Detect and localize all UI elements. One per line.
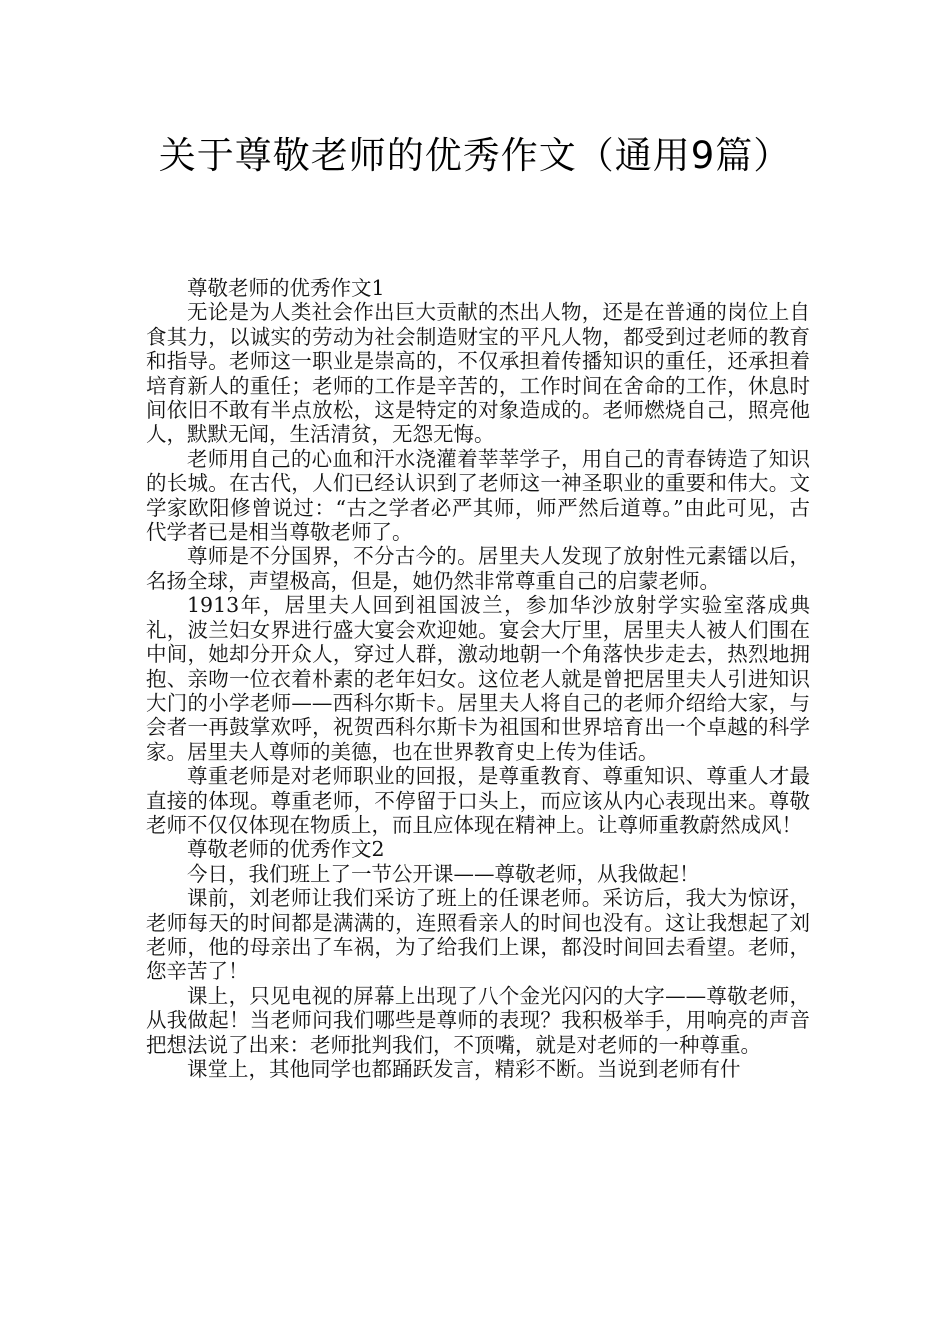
document-title: 关于尊敬老师的优秀作文（通用9篇） xyxy=(158,134,792,177)
paragraph: 课上，只见电视的屏幕上出现了八个金光闪闪的大字——尊敬老师，从我做起！当老师问我们哪些是尊师的表现？我积极举手，用响亮的声音把想法说了出来：老师批判我们，不顶嘴，就是对老师的一种尊重。 xyxy=(146,983,810,1057)
paragraph: 尊师是不分国界，不分古今的。居里夫人发现了放射性元素镭以后，名扬全球，声望极高，但是，她仍然非常尊重自己的启蒙老师。 xyxy=(146,544,810,593)
paragraph: 课前，刘老师让我们采访了班上的任课老师。采访后，我大为惊讶，老师每天的时间都是满满的，连照看亲人的时间也没有。这让我想起了刘老师，他的母亲出了车祸，为了给我们上课，都没时间回去看望。老师，您辛苦了！ xyxy=(146,886,810,984)
section-heading: 尊敬老师的优秀作文2 xyxy=(187,837,385,862)
paragraph: 无论是为人类社会作出巨大贡献的杰出人物，还是在普通的岗位上自食其力，以诚实的劳动为社会制造财宝的平凡人物，都受到过老师的教育和指导。老师这一职业是崇高的，不仅承担着传播知识的重任，还承担着培育新人的重任；老师的工作是辛苦的，工作时间在舍命的工作，休息时间依旧不敢有半点放松，这是特定的对象造成的。老师燃烧自己，照亮他人，默默无闻，生活清贫，无怨无悔。 xyxy=(146,300,810,447)
paragraph: 课堂上，其他同学也都踊跃发言，精彩不断。当说到老师有什 xyxy=(187,1057,741,1081)
paragraph: 尊重老师是对老师职业的回报，是尊重教育、尊重知识、尊重人才最直接的体现。尊重老师，不停留于口头上，而应该从内心表现出来。尊敬老师不仅仅体现在物质上，而且应体现在精神上。让尊师重教蔚然成风！ xyxy=(146,764,810,837)
section-heading: 尊敬老师的优秀作文1 xyxy=(187,276,385,300)
paragraph: 1913年，居里夫人回到祖国波兰，参加华沙放射学实验室落成典礼，波兰妇女界进行盛大宴会欢迎她。宴会大厅里，居里夫人被人们围在中间，她却分开众人，穿过人群，激动地朝一个角落快步走去，热烈地拥抱、亲吻一位衣着朴素的老年妇女。这位老人就是曾把居里夫人引进知识大门的小学老师——西科尔斯卡。居里夫人将自己的老师介绍给大家，与会者一再鼓掌欢呼，祝贺西科尔斯卡为祖国和世界培育出一个卓越的科学家。居里夫人尊师的美德，也在世界教育史上传为佳话。 xyxy=(146,593,810,764)
paragraph: 今日，我们班上了一节公开课——尊敬老师，从我做起！ xyxy=(187,861,700,886)
paragraph: 老师用自己的心血和汗水浇灌着莘莘学子，用自己的青春铸造了知识的长城。在古代，人们已经认识到了老师这一神圣职业的重要和伟大。文学家欧阳修曾说过：“古之学者必严其师，师严然后道尊。”由此可见，古代学者已是相当尊敬老师了。 xyxy=(146,446,810,545)
document-body xyxy=(146,276,810,1081)
